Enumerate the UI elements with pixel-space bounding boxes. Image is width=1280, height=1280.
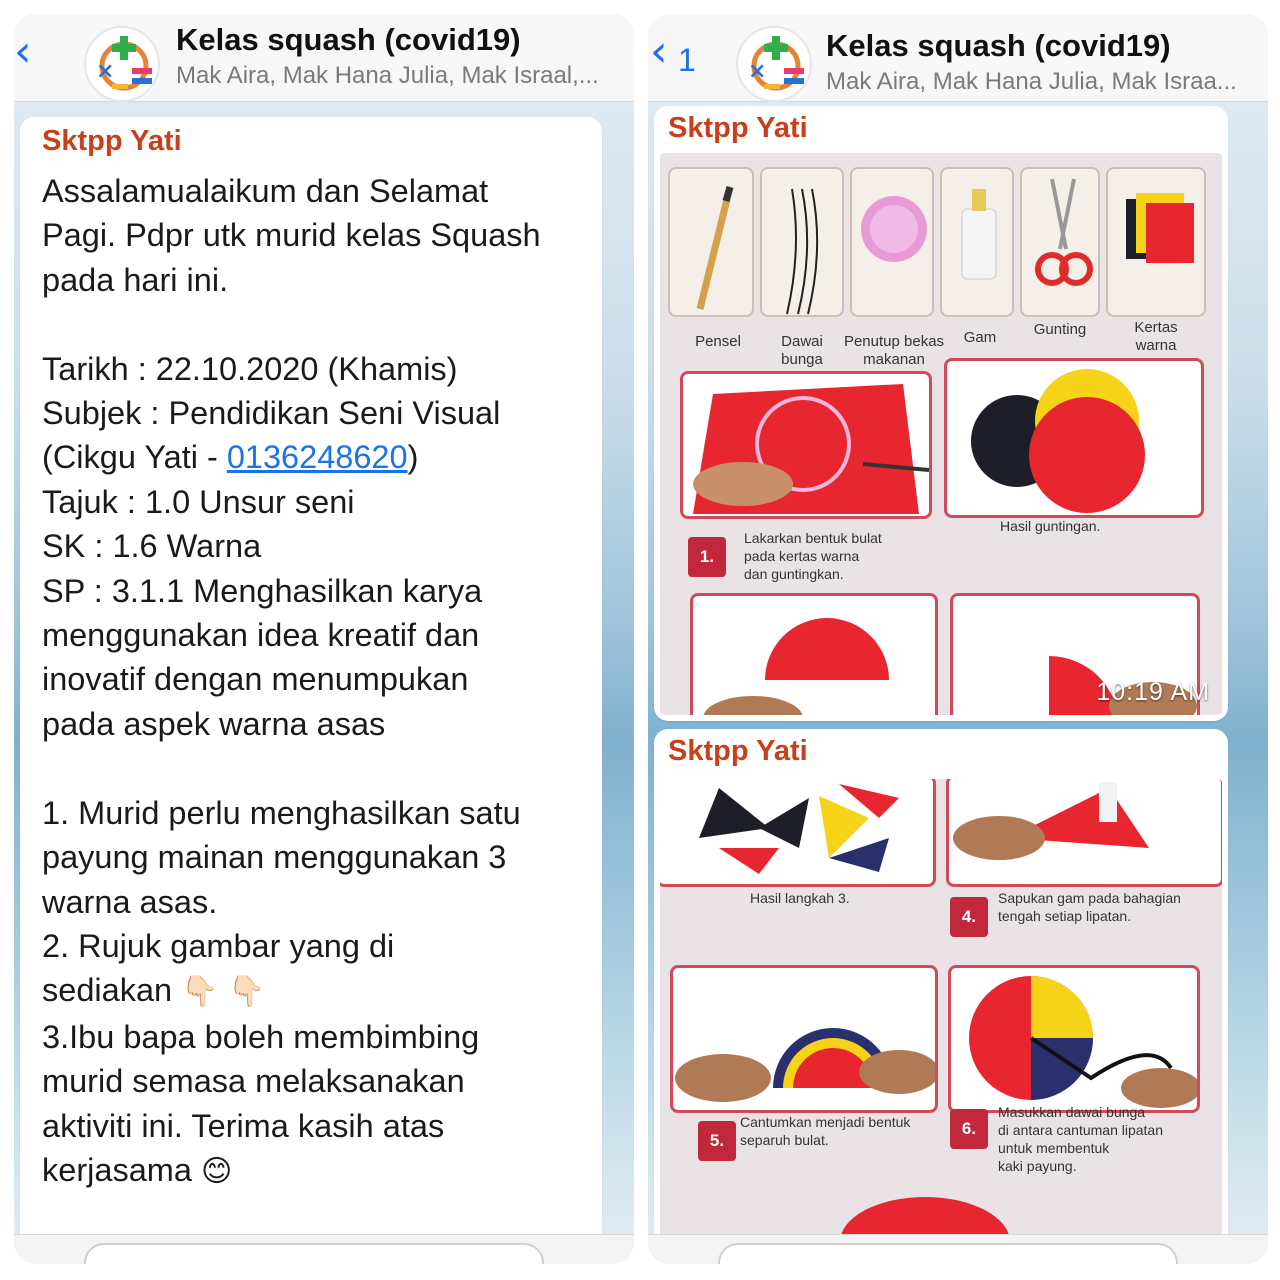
tool-label: Penutup bekas makanan (843, 333, 945, 368)
chat-members[interactable]: Mak Aira, Mak Hana Julia, Mak Israa... (826, 68, 1237, 95)
tool-wire (760, 167, 844, 317)
tool-colored-paper (1106, 167, 1206, 317)
tutorial-photo-2[interactable] (660, 779, 1222, 1249)
step-caption: Sapukan gam pada bahagian tengah setiap lipatan. (998, 890, 1181, 924)
step-caption: Hasil langkah 3. (750, 890, 850, 906)
message-input-bar (14, 1234, 634, 1264)
unread-count[interactable]: 1 (678, 42, 696, 78)
step-caption: Cantumkan menjadi bentuk separuh bulat. (740, 1114, 911, 1148)
chat-header (14, 14, 634, 102)
back-chevron-icon[interactable]: ‹ (650, 26, 668, 77)
message-text (42, 169, 602, 1194)
tool-pencil (668, 167, 754, 317)
tool-label: Dawai bunga (781, 333, 823, 368)
step-number: 5. (698, 1121, 736, 1161)
chat-members[interactable]: Mak Aira, Mak Hana Julia, Mak Israal,... (176, 62, 599, 89)
chat-wallpaper (14, 102, 634, 1264)
message-sender: Sktpp Yati (42, 125, 182, 157)
left-chat-screenshot (14, 14, 634, 1264)
message-text-part-2: ) Tajuk : 1.0 Unsur seni SK : 1.6 Warna SP : 3.1.1 Menghasilkan karya menggunakan idea kreatif dan inovatif dengan menumpukan pada aspek warna asas 1. Murid perlu menghasilkan satu payung mainan menggunakan 3 warna asas. 2. Rujuk gambar yang di sediakan (42, 439, 521, 1009)
tool-label: Gam (963, 329, 997, 346)
step-number: 6. (950, 1109, 988, 1149)
tool-label: Gunting (1033, 321, 1087, 338)
tutorial-photo-1[interactable] (660, 153, 1222, 715)
right-chat-screenshot (648, 14, 1268, 1264)
tool-label: Kertas warna (1134, 319, 1178, 354)
step-6-image (948, 965, 1200, 1113)
message-sender: Sktpp Yati (668, 735, 808, 767)
result-caption: Hasil guntingan. (1000, 518, 1101, 534)
tool-label: Pensel (695, 333, 741, 350)
step-caption: Lakarkan bentuk bulat pada kertas warna dan guntingkan. (744, 530, 882, 582)
group-avatar-icon[interactable] (84, 26, 160, 102)
back-chevron-icon[interactable]: ‹ (14, 26, 32, 77)
step-number: 1. (688, 537, 726, 577)
image-message-bubble[interactable] (654, 106, 1228, 721)
tool-lid (850, 167, 934, 317)
message-time: 10:19 AM (1096, 678, 1210, 706)
step-1-image (680, 371, 932, 519)
svg-text:×: × (96, 59, 115, 84)
chat-title[interactable]: Kelas squash (covid19) (826, 28, 1171, 63)
step-number: 4. (950, 897, 988, 937)
text-message-bubble[interactable] (20, 117, 602, 1257)
message-input[interactable] (84, 1243, 544, 1264)
message-text-part-3: 3.Ibu bapa boleh membimbing murid semasa melaksanakan aktiviti ini. Terima kasih atas kerjasama (42, 1018, 480, 1188)
cut-circles-image (944, 358, 1204, 518)
message-text-part-1: Assalamualaikum dan Selamat Pagi. Pdpr utk murid kelas Squash pada hari ini. Tarikh : 22.10.2020 (Khamis) Subjek : Pendidikan Seni Visual (Cikgu Yati - (42, 173, 541, 476)
chat-title[interactable]: Kelas squash (covid19) (176, 22, 521, 57)
message-input-bar (648, 1234, 1268, 1264)
smile-emoji-icon: 😊 (200, 1153, 233, 1189)
chat-wallpaper (648, 102, 1268, 1264)
phone-link[interactable]: 0136248620 (226, 439, 408, 476)
image-message-bubble[interactable] (654, 729, 1228, 1249)
step-3-result-image (660, 779, 936, 887)
step-5-image (670, 965, 938, 1113)
step-caption: Masukkan dawai bunga di antara cantuman lipatan untuk membentuk kaki payung. (998, 1104, 1163, 1174)
message-sender: Sktpp Yati (668, 112, 808, 144)
svg-text:×: × (748, 59, 767, 84)
chat-header (648, 14, 1268, 102)
step-4-image (946, 779, 1222, 887)
tool-scissors (1020, 167, 1100, 317)
message-input[interactable] (718, 1243, 1178, 1264)
group-avatar-icon[interactable] (736, 26, 812, 102)
tool-glue (940, 167, 1014, 317)
pointing-down-emoji-icon: 👇🏻 👇🏻 (181, 974, 266, 1010)
step-2-image (690, 593, 938, 715)
